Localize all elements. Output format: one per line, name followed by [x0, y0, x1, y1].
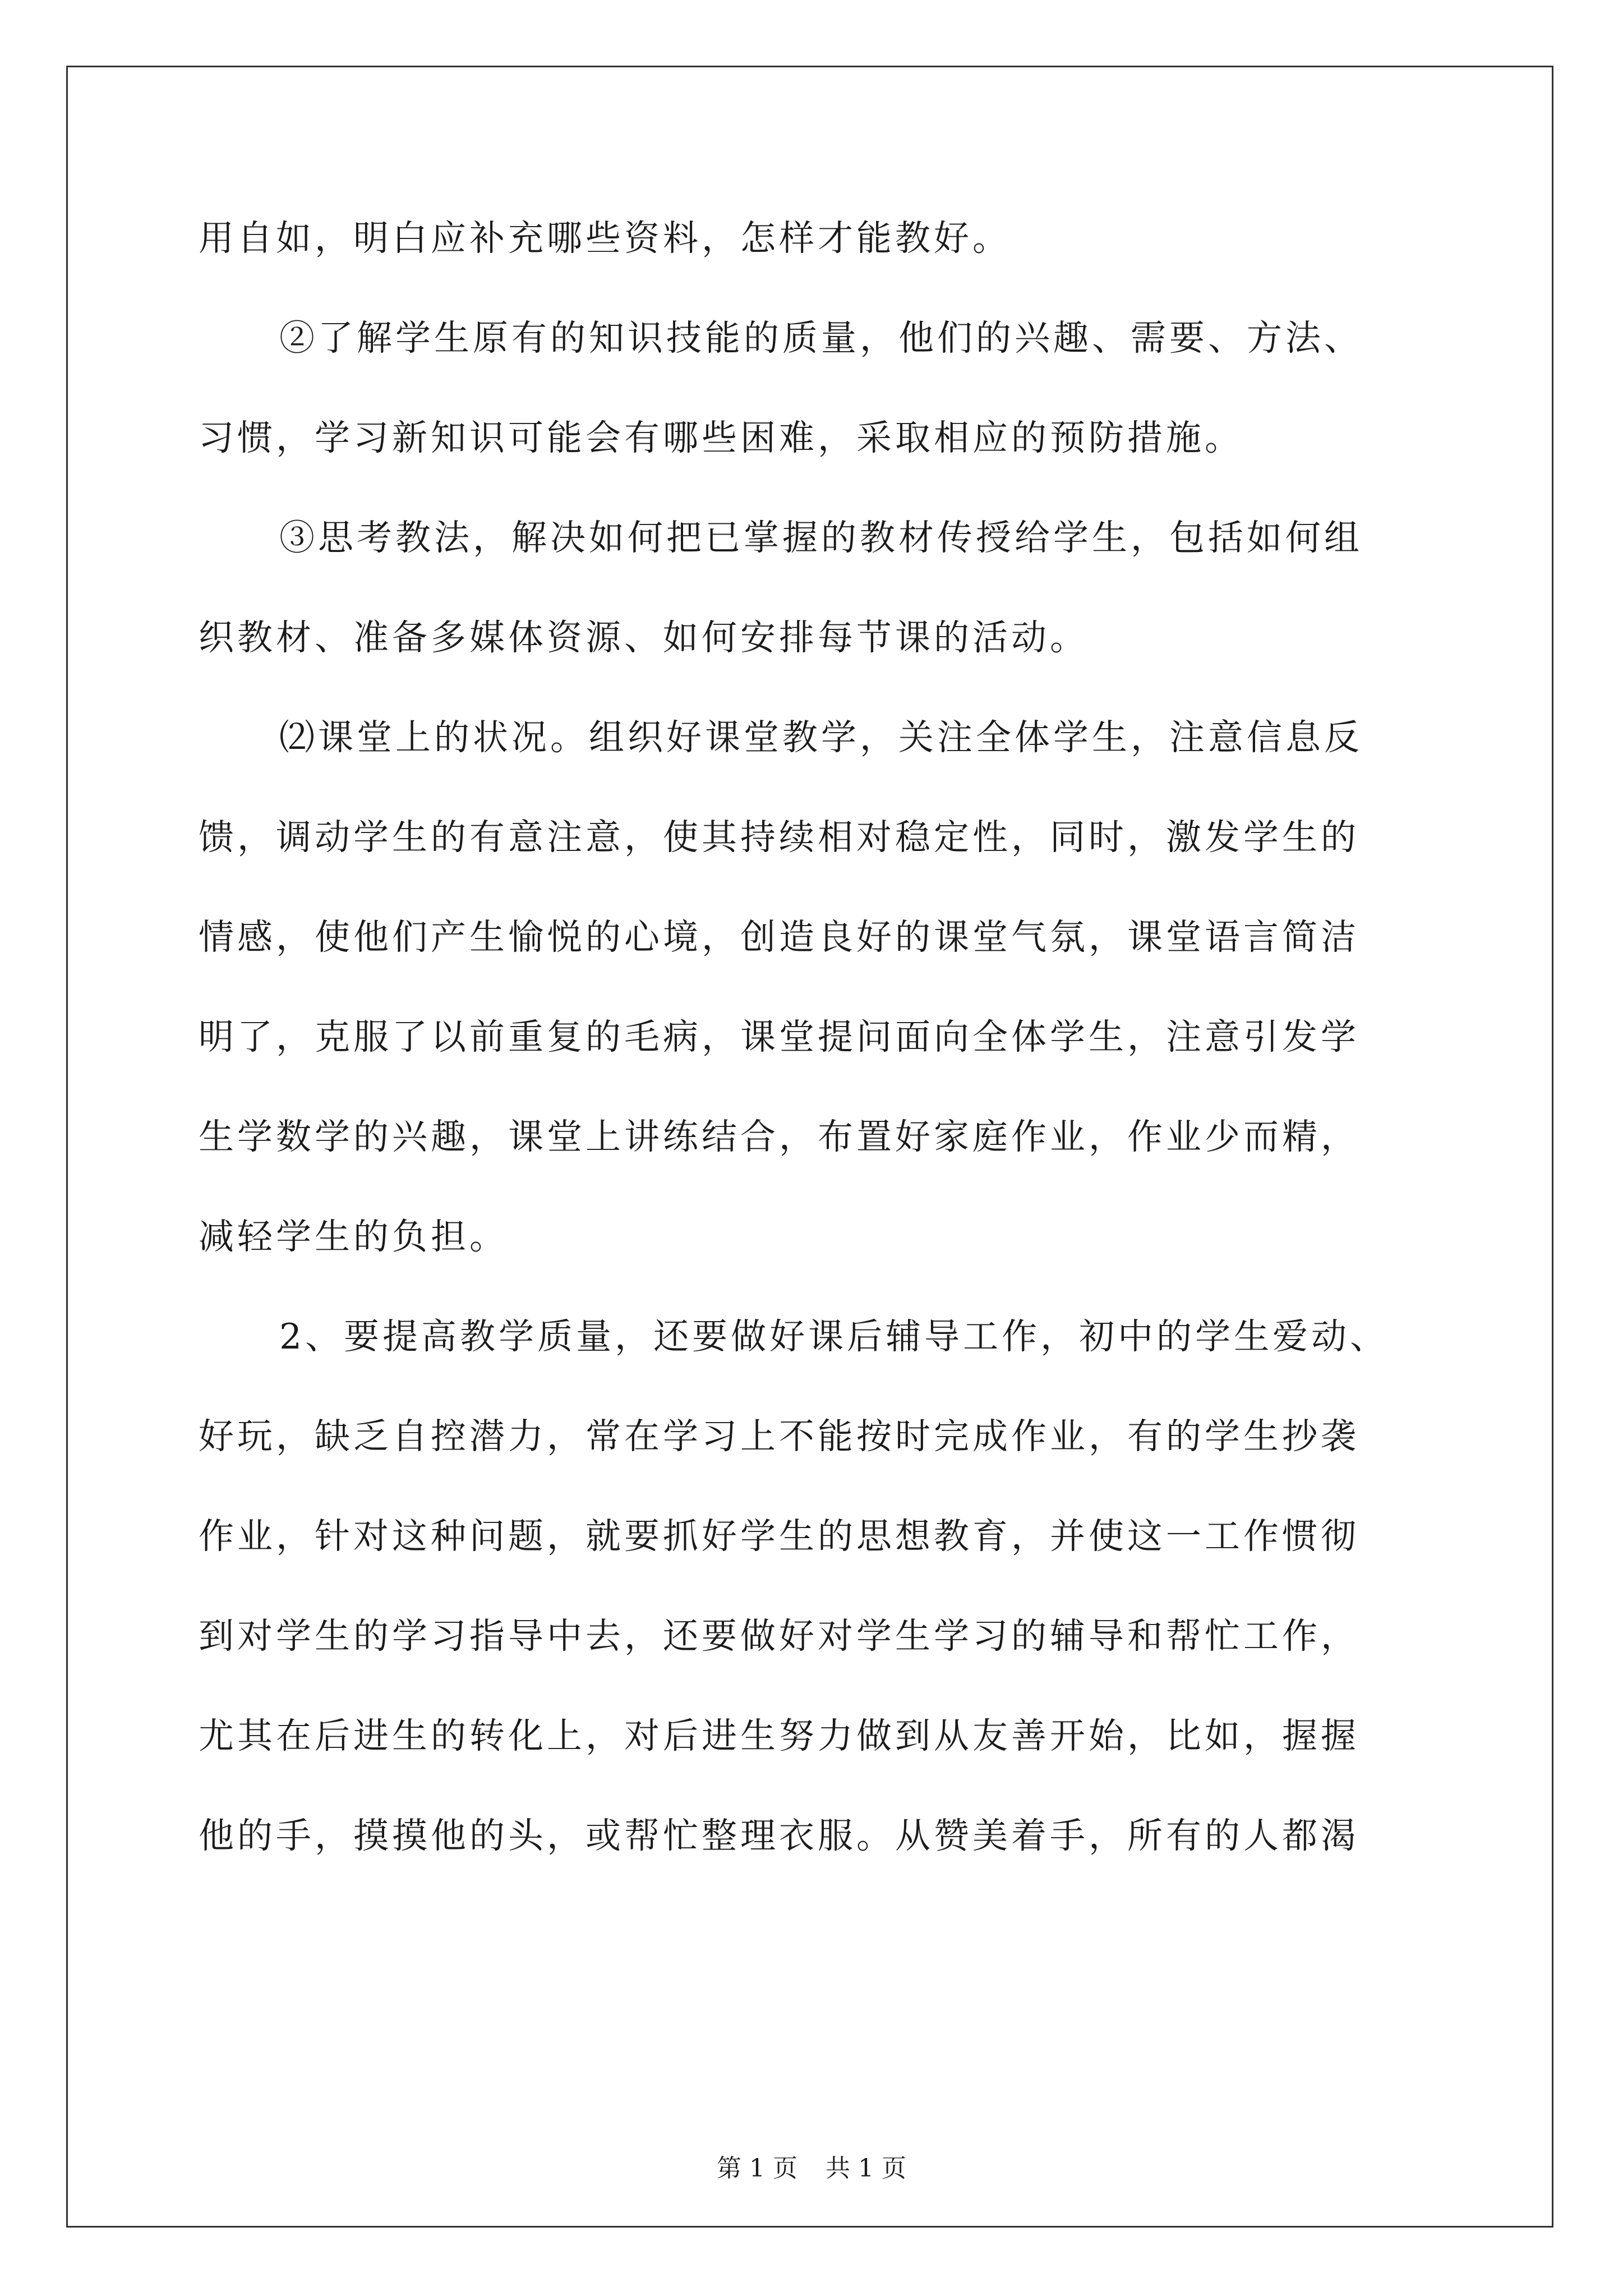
text-line: 到对学生的学习指导中去，还要做好对学生学习的辅导和帮忙工作，: [199, 1616, 1359, 1657]
text-line: 情感，使他们产生愉悦的心境，创造良好的课堂气氛，课堂语言简洁: [199, 917, 1359, 958]
page-footer: [0, 2152, 1623, 2185]
text-line: ②了解学生原有的知识技能的质量，他们的兴趣、需要、方法、: [279, 318, 1363, 358]
text-line: 减轻学生的负担。: [199, 1216, 508, 1257]
text-line: ⑵课堂上的状况。组织好课堂教学，关注全体学生，注意信息反: [279, 717, 1363, 758]
text-line: 明了，克服了以前重复的毛病，课堂提问面向全体学生，注意引发学: [199, 1016, 1359, 1057]
page-total: 共 1 页: [826, 2154, 906, 2183]
text-line: 作业，针对这种问题，就要抓好学生的思想教育，并使这一工作惯彻: [199, 1516, 1359, 1557]
text-line: 用自如，明白应补充哪些资料，怎样才能教好。: [199, 218, 1011, 259]
text-line: ③思考教法，解决如何把已掌握的教材传授给学生，包括如何组: [279, 517, 1363, 558]
text-line: 生学数学的兴趣，课堂上讲练结合，布置好家庭作业，作业少而精，: [199, 1116, 1359, 1157]
page-number: 第 1 页: [717, 2154, 797, 2183]
text-line: 织教材、准备多媒体资源、如何安排每节课的活动。: [199, 617, 1089, 658]
text-line: 馈，调动学生的有意注意，使其持续相对稳定性，同时，激发学生的: [199, 817, 1359, 858]
text-line: 他的手，摸摸他的头，或帮忙整理衣服。从赞美着手，所有的人都渴: [199, 1815, 1359, 1856]
text-line: 2、要提高教学质量，还要做好课后辅导工作，初中的学生爱动、: [279, 1316, 1389, 1357]
text-line: 习惯，学习新知识可能会有哪些困难，采取相应的预防措施。: [199, 417, 1243, 458]
text-line: 尤其在后进生的转化上，对后进生努力做到从友善开始，比如，握握: [199, 1715, 1359, 1756]
text-line: 好玩，缺乏自控潜力，常在学习上不能按时完成作业，有的学生抄袭: [199, 1416, 1359, 1457]
